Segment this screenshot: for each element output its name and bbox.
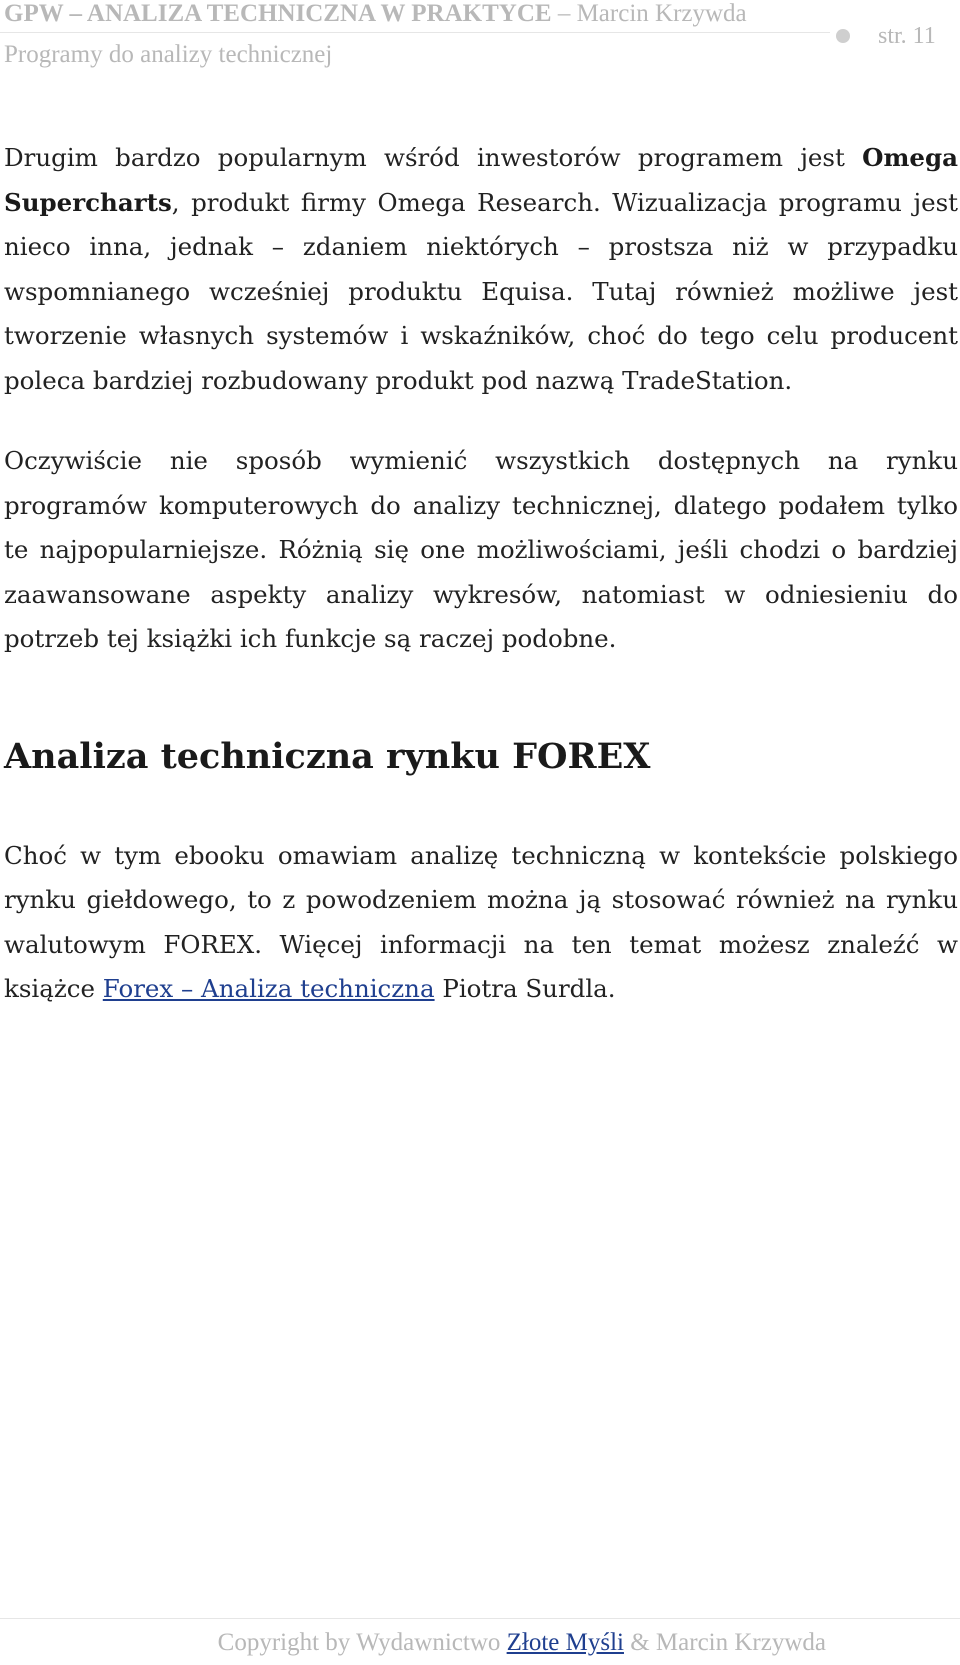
paragraph-omega-supercharts [4, 136, 958, 403]
paragraph-forex [4, 834, 958, 1012]
publisher-link[interactable]: Złote Myśli [506, 1629, 624, 1656]
book-title: GPW – ANALIZA TECHNICZNA W PRAKTYCE [4, 0, 552, 27]
forex-book-link[interactable]: Forex – Analiza techniczna [102, 974, 435, 1003]
copyright-author: & Marcin Krzywda [623, 1629, 826, 1656]
title-separator: – [551, 0, 577, 27]
chapter-title: Programy do analizy technicznej [4, 41, 333, 68]
header-title [4, 0, 747, 28]
footer-divider [0, 1618, 960, 1619]
page-content [4, 136, 958, 1012]
product-name-omega-supercharts: Omega Supercharts [4, 143, 958, 217]
header-divider [0, 32, 830, 33]
paragraph-text: Piotra Surdla. [434, 974, 616, 1003]
section-heading-forex: Analiza techniczna rynku FOREX [4, 735, 651, 777]
bullet-dot-icon [836, 29, 850, 43]
author-name: Marcin Krzywda [576, 0, 747, 27]
paragraph-text: Drugim bardzo popularnym wśród inwestorów programem jest [4, 143, 863, 172]
paragraph-text: Choć w tym ebooku omawiam analizę techniczną w kontekście polskiego rynku giełdowego, to z powodzeniem można ją stosować również na rynku walutowym FOREX. Więcej informacji na ten temat możesz znaleźć w książce [4, 840, 958, 1003]
copyright-text: Copyright by Wydawnictwo [217, 1629, 507, 1656]
page-header [0, 0, 960, 80]
copyright-notice [218, 1628, 826, 1658]
page-number: str. 11 [878, 23, 936, 49]
paragraph-text: , produkt firmy Omega Research. Wizualizacja programu jest nieco inna, jednak – zdaniem niektórych – prostsza niż w przypadku wspomnianego wcześniej produktu Equisa. Tutaj również możliwe jest tworzenie własnych systemów i wskaźników, choć do tego celu producent poleca bardziej rozbudowany produkt pod nazwą TradeStation. [4, 187, 958, 395]
page-footer [0, 1618, 960, 1665]
paragraph-other-programs: Oczywiście nie sposób wymienić wszystkich dostępnych na rynku programów komputerowych do analizy technicznej, dlatego podałem tylko te najpopularniejsze. Różnią się one możliwościami, jeśli chodzi o bardziej zaawansowane aspekty analizy wykresów, natomiast w odniesieniu do potrzeb tej książki ich funkcje są raczej podobne. [4, 446, 958, 653]
